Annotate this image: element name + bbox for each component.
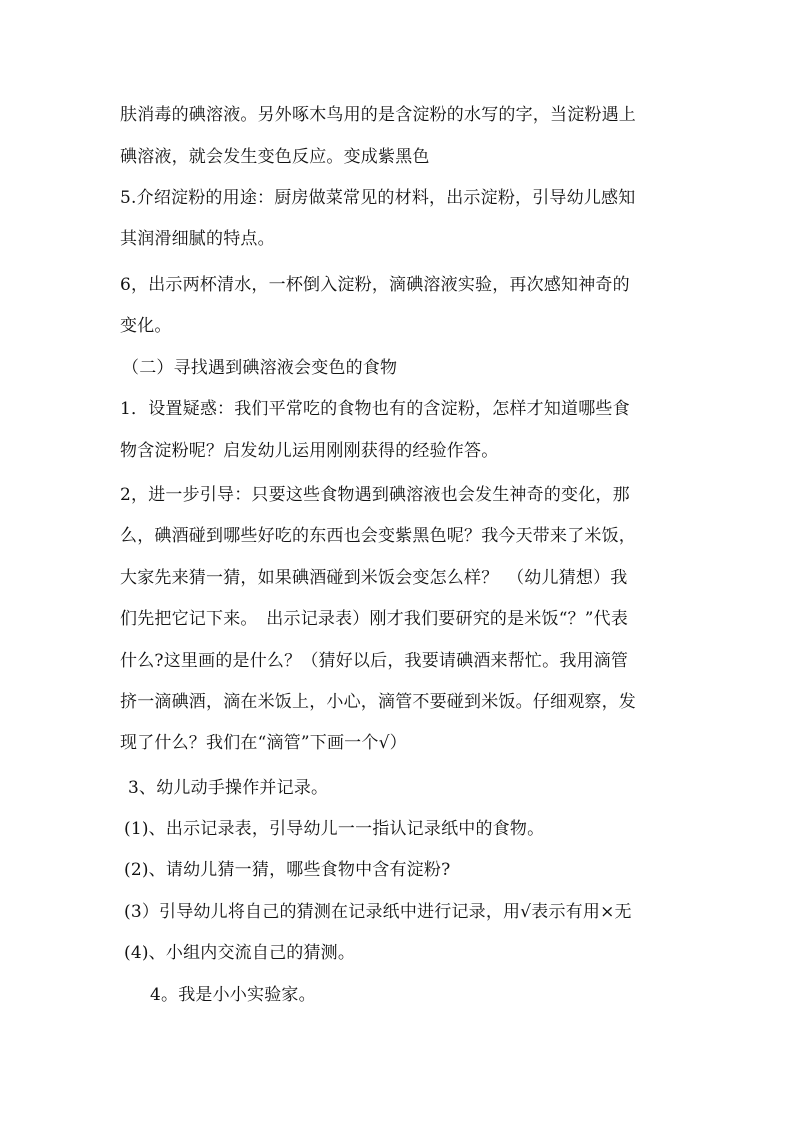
paragraph-line: 变化。 (120, 316, 172, 336)
paragraph-line: 们先把它记下来。 出示记录表）刚才我们要研究的是米饭“？”代表 (120, 609, 629, 629)
paragraph-line: (3）引导幼儿将自己的猜测在记录纸中进行记录，用√表示有用×无 (124, 902, 632, 922)
paragraph-line: 3、幼儿动手操作并记录。 (128, 778, 329, 798)
paragraph-line: 4。我是小小实验家。 (150, 985, 316, 1005)
paragraph-line: (1)、出示记录表，引导幼儿一一指认记录纸中的食物。 (124, 819, 545, 839)
paragraph-line: 大家先来猜一猜，如果碘酒碰到米饭会变怎么样？ （幼儿猜想）我 (120, 568, 628, 588)
paragraph-line: 2，进一步引导：只要这些食物遇到碘溶液也会发生神奇的变化，那 (120, 485, 630, 505)
paragraph-line: 物含淀粉呢？启发幼儿运用刚刚获得的经验作答。 (120, 441, 499, 461)
paragraph-line: 1．设置疑惑：我们平常吃的食物也有的含淀粉，怎样才知道哪些食 (120, 399, 630, 419)
paragraph-line: (4)、小组内交流自己的猜测。 (124, 943, 356, 963)
paragraph-line: 挤一滴碘酒，滴在米饭上，小心，滴管不要碰到米饭。仔细观察，发 (120, 692, 636, 712)
paragraph-line: 么，碘酒碰到哪些好吃的东西也会变紫黑色呢？我今天带来了米饭， (120, 526, 636, 546)
paragraph-line: 其润滑细腻的特点。 (120, 229, 275, 249)
paragraph-line: 碘溶液，就会发生变色反应。变成紫黑色 (120, 147, 430, 167)
section-heading: （二）寻找遇到碘溶液会变色的食物 (122, 358, 398, 378)
paragraph-line: 6，出示两杯清水，一杯倒入淀粉，滴碘溶液实验，再次感知神奇的 (120, 275, 630, 295)
paragraph-line: 什么?这里画的是什么？（猜好以后，我要请碘酒来帮忙。我用滴管 (120, 651, 629, 671)
paragraph-line: 5.介绍淀粉的用途：厨房做菜常见的材料，出示淀粉，引导幼儿感知 (120, 188, 636, 208)
paragraph-line: 肤消毒的碘溶液。另外啄木鸟用的是含淀粉的水写的字，当淀粉遇上 (120, 105, 636, 125)
paragraph-line: (2)、请幼儿猜一猜，哪些食物中含有淀粉? (124, 860, 451, 880)
paragraph-line: 现了什么？我们在“滴管”下画一个√） (120, 733, 407, 753)
